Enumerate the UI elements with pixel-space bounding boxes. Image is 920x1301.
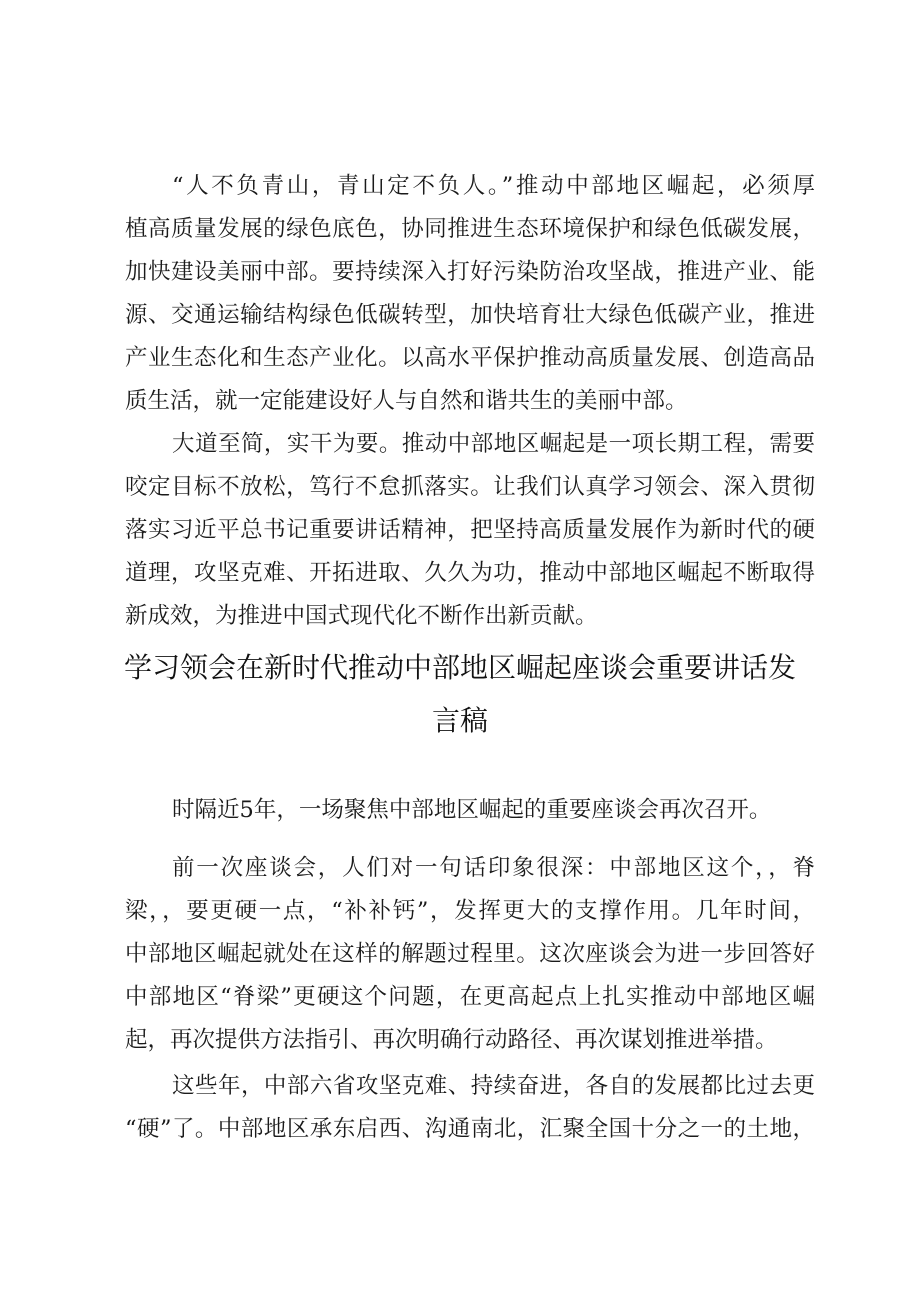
text-line: 落实习近平总书记重要讲话精神，把坚持高质量发展作为新时代的硬 [125,517,815,543]
text-line: “人不负青山，青山定不负人。”推动中部地区崛起，必须厚 [172,173,815,199]
text-line: 大道至简，实干为要。推动中部地区崛起是一项长期工程，需要 [172,431,815,457]
text-line: 中部地区“脊梁”更硬这个问题，在更高起点上扎实推动中部地区崛 [125,984,815,1010]
text-line: 新成效，为推进中国式现代化不断作出新贡献。 [125,603,598,629]
text-line: 起，再次提供方法指引、再次明确行动路径、再次谋划推进举措。 [125,1027,778,1053]
text-line: 中部地区崛起就处在这样的解题过程里。这次座谈会为进一步回答好 [125,941,815,967]
text-line: 质生活，就一定能建设好人与自然和谐共生的美丽中部。 [125,388,688,414]
text-line: 时隔近5年，一场聚焦中部地区崛起的重要座谈会再次召开。 [172,797,772,823]
text-line: 产业生态化和生态产业化。以高水平保护推动高质量发展、创造高品 [125,345,815,371]
text-line: 这些年，中部六省攻坚克难、持续奋进，各自的发展都比过去更 [172,1073,815,1099]
text-line: “硬”了。中部地区承东启西、沟通南北，汇聚全国十分之一的土地， [125,1116,815,1142]
text-line: 植高质量发展的绿色底色，协同推进生态环境保护和绿色低碳发展， [125,216,815,242]
title-line: 学习领会在新时代推动中部地区崛起座谈会重要讲话发 [123,651,796,684]
text-line: 前一次座谈会，人们对一句话印象很深：中部地区这个，，脊 [172,855,815,881]
text-line: 源、交通运输结构绿色低碳转型，加快培育壮大绿色低碳产业，推进 [125,302,815,328]
title-line: 言稿 [431,704,488,737]
text-line: 道理，攻坚克难、开拓进取、久久为功，推动中部地区崛起不断取得 [125,560,815,586]
text-line: 咬定目标不放松，笃行不怠抓落实。让我们认真学习领会、深入贯彻 [125,474,815,500]
text-line: 加快建设美丽中部。要持续深入打好污染防治攻坚战，推进产业、能 [125,259,815,285]
text-line: 梁，，要更硬一点，“补补钙”，发挥更大的支撑作用。几年时间， [125,898,815,924]
